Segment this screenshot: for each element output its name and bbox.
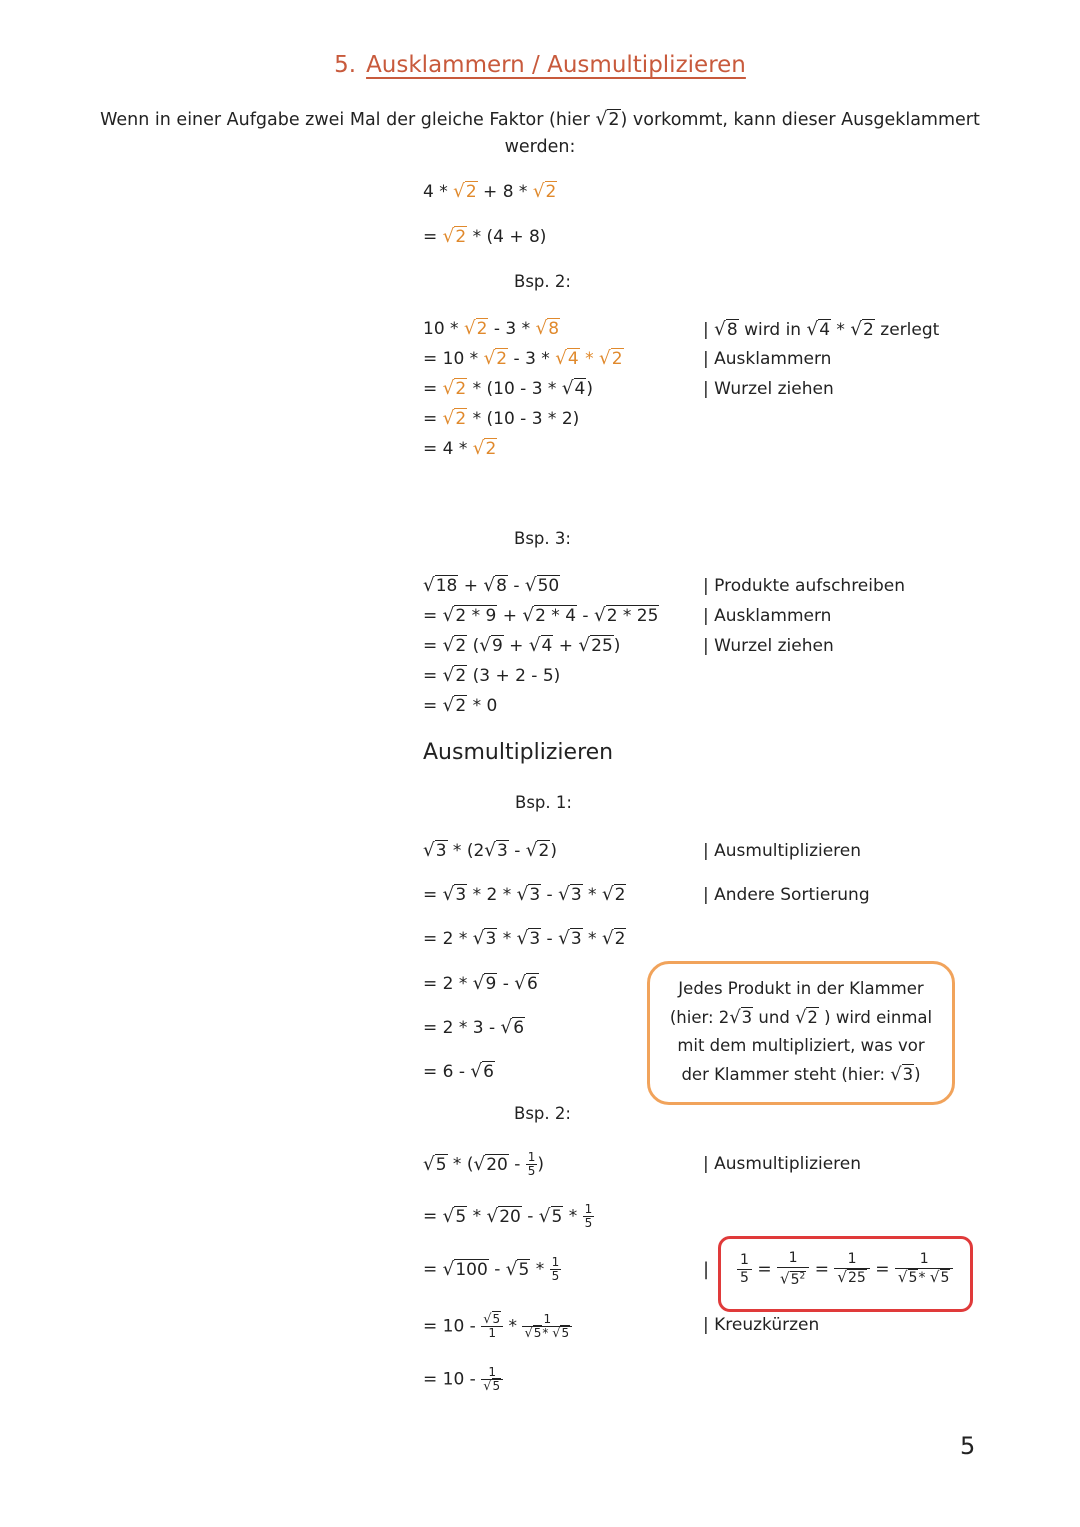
ausm-ex1-line6: = 6 - √6 (423, 1061, 494, 1082)
ausm-ex1-heading: Bsp. 1: (515, 793, 572, 812)
intro-part: ) vorkommt, kann dieser Ausgeklammert (620, 110, 980, 130)
ausm-ex1-line3: = 2 * √3 * √3 - √3 * √2 (423, 928, 626, 949)
ex2-note3: | Wurzel ziehen (703, 379, 834, 399)
ex1-line2: = √2 * (4 + 8) (423, 226, 547, 247)
ex2-line4: = √2 * (10 - 3 * 2) (423, 408, 580, 429)
ex3-line1: √18 + √8 - √50 (423, 575, 560, 596)
section-heading-ausmultiplizieren: Ausmultiplizieren (423, 740, 614, 765)
ausm-ex2-note-bar: | (703, 1259, 710, 1280)
ausm-ex1-note2: | Andere Sortierung (703, 885, 870, 905)
page-number: 5 (960, 1432, 976, 1460)
ausm-ex2-heading: Bsp. 2: (514, 1104, 571, 1123)
ausm-ex2-line2: = √5 * √20 - √5 * $\frac{1}{5}$ (423, 1202, 593, 1230)
ex3-note1: | Produkte aufschreiben (703, 576, 906, 596)
ausm-ex1-line4: = 2 * √9 - √6 (423, 973, 538, 994)
page-title (0, 52, 1080, 78)
ex3-line2: = √2 * 9 + √2 * 4 - √2 * 25 (423, 605, 659, 626)
ex2-line2: = 10 * √2 - 3 * √4 * √2 (423, 348, 623, 369)
ex2-line1: 10 * √2 - 3 * √8 (423, 318, 560, 339)
ausm-ex1-note1: | Ausmultiplizieren (703, 841, 862, 861)
sqrt: √2 (595, 108, 620, 130)
ausm-ex2-line1: √5 * (√20 - $\frac{1}{5}$ ) (423, 1150, 545, 1178)
section-number: 5. (334, 52, 357, 78)
info-box-text: Jedes Produkt in der Klammer (hier: 2√3 und √2 ) wird einmal mit dem multipliziert, was vor der Klammer steht (hier: √3) (669, 979, 933, 1085)
ausm-ex2-note1: | Ausmultiplizieren (703, 1154, 862, 1174)
ausm-ex1-line2: = √3 * 2 * √3 - √3 * √2 (423, 884, 626, 905)
ex3-line4: = √2 (3 + 2 - 5) (423, 665, 561, 686)
ex3-line3: = √2 (√9 + √4 + √25) (423, 635, 621, 656)
fraction-chain: $\frac{1}{5}$ = $\frac{1}{√5^2}$ = $\frac{1}{√25}$ = $\frac{1}{√5* √5}$ (737, 1250, 953, 1289)
ausm-ex2-note3: | Kreuzkürzen (703, 1315, 820, 1335)
ausm-ex1-line1: √3 * (2√3 - √2) (423, 840, 557, 861)
ex2-note1: | √8 wird in √4 * √2 zerlegt (703, 319, 940, 340)
ex3-line5: = √2 * 0 (423, 695, 498, 716)
ausm-ex2-line5: = 10 - $\frac{1}{√5}$ (423, 1366, 503, 1393)
ausm-ex1-line5: = 2 * 3 - √6 (423, 1017, 525, 1038)
intro-part: Wenn in einer Aufgabe zwei Mal der gleiche Faktor (hier (100, 110, 596, 130)
ex3-note2: | Ausklammern (703, 606, 832, 626)
ex2-heading: Bsp. 2: (514, 272, 571, 291)
section-title: Ausklammern / Ausmultiplizieren (366, 52, 746, 78)
ausm-ex2-line4: = 10 - $\frac{√5}{1}$ * $\frac{1}{√5* √5}$ (423, 1313, 572, 1340)
ex2-line5: = 4 * √2 (423, 438, 497, 459)
ex3-note3: | Wurzel ziehen (703, 636, 834, 656)
intro-text (100, 106, 980, 161)
ex2-line3: = √2 * (10 - 3 * √4) (423, 378, 593, 399)
intro-part: werden: (504, 137, 576, 157)
ex2-note2: | Ausklammern (703, 349, 832, 369)
ex3-heading: Bsp. 3: (514, 529, 571, 548)
ex1-line1: 4 * √2 + 8 * √2 (423, 181, 557, 202)
ausm-ex2-line3: = √100 - √5 * $\frac{1}{5}$ (423, 1255, 560, 1283)
